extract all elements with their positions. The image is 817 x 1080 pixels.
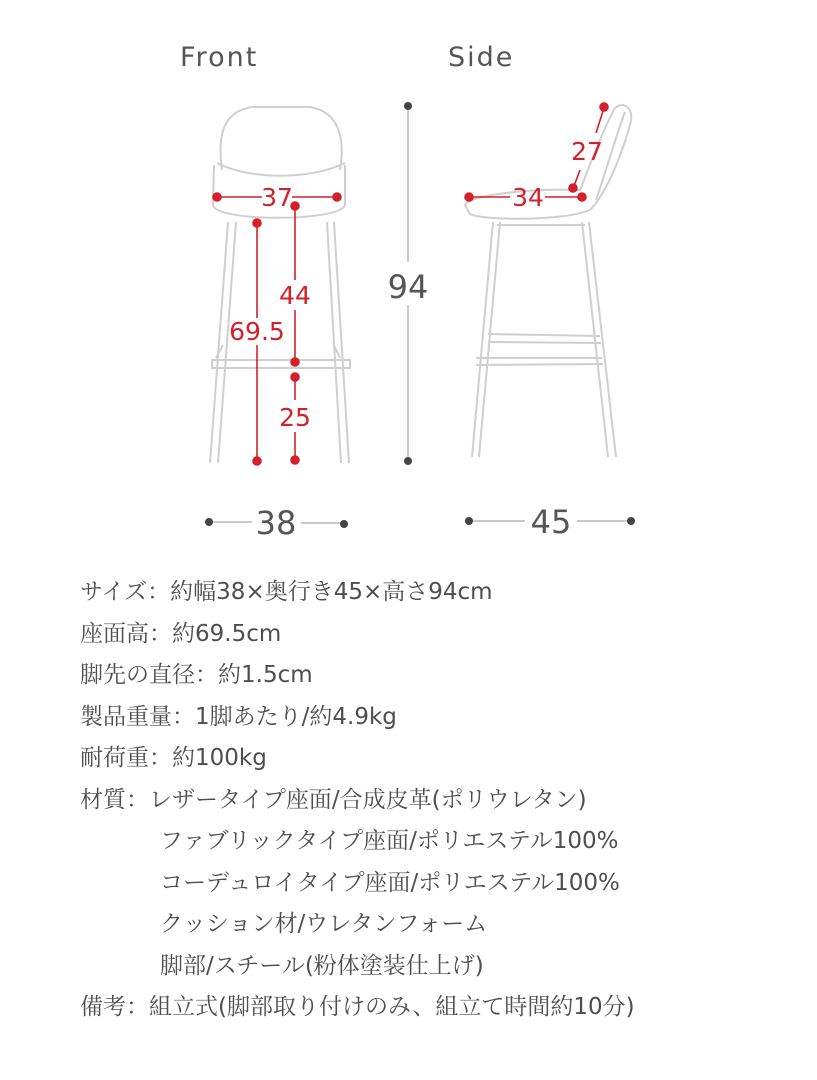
spec-row-material-corduroy: コーデュロイタイプ座面/ポリエステル100% [160, 869, 620, 896]
overall-depth-label: 45 [530, 503, 572, 541]
spec-row-seat-height: 座面高：約69.5cm [80, 620, 282, 647]
side-view-title: Side [448, 42, 515, 73]
spec-row-size: サイズ：約幅38×奥行き45×高さ94cm [80, 579, 493, 605]
spec-row-weight: 製品重量：1脚あたり/約4.9kg [80, 703, 397, 730]
spec-row-load-capacity: 耐荷重：約100kg [80, 745, 267, 771]
spec-list [80, 572, 800, 1029]
spec-row-material-cushion: クッション材/ウレタンフォーム [160, 911, 488, 937]
spec-row-material: 材質：レザータイプ座面/合成皮革(ポリウレタン) [80, 786, 587, 813]
overall-width-label: 38 [255, 504, 297, 542]
total-height-label: 94 [387, 268, 429, 306]
spec-row-notes: 備考：組立式(脚部取り付けのみ、組立て時間約10分) [80, 994, 635, 1020]
seat-to-footrest-label: 44 [279, 281, 311, 310]
seat-width-label: 37 [261, 183, 293, 212]
spec-row-material-fabric: ファブリックタイプ座面/ポリエステル100% [160, 828, 619, 854]
backrest-height-label: 27 [571, 137, 603, 166]
seat-height-label: 69.5 [229, 317, 285, 346]
footrest-height-label: 25 [279, 403, 311, 432]
spec-row-material-legs: 脚部/スチール(粉体塗装仕上げ) [160, 952, 484, 979]
side-chair-drawing [465, 105, 631, 457]
front-view-title: Front [180, 42, 259, 73]
seat-depth-label: 34 [512, 183, 544, 212]
spec-row-leg-diameter: 脚先の直径：約1.5cm [80, 662, 313, 688]
